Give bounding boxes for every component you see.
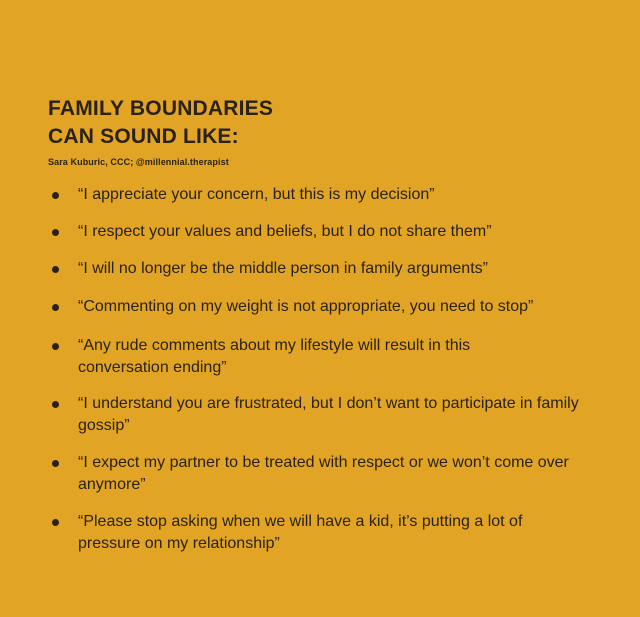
list-item bbox=[52, 452, 617, 496]
list-item-text: “I understand you are frustrated, but I don’t want to participate in family gossip” bbox=[78, 395, 579, 434]
list-item-text: “Commenting on my weight is not appropriate, you need to stop” bbox=[78, 298, 534, 315]
list-item bbox=[52, 258, 622, 280]
bullet-icon bbox=[52, 229, 59, 236]
list-item bbox=[52, 335, 552, 379]
list-item-text: “Any rude comments about my lifestyle will result in this conversation ending” bbox=[78, 337, 471, 376]
author-credit: Sara Kuburic, CCC; @millennial.therapist bbox=[48, 157, 229, 167]
list-item-text: “I respect your values and beliefs, but I do not share them” bbox=[78, 223, 492, 240]
page-title bbox=[48, 95, 273, 151]
list-item-text: “I will no longer be the middle person in family arguments” bbox=[78, 260, 488, 277]
list-item-text: “I expect my partner to be treated with respect or we won’t come over anymore” bbox=[78, 454, 569, 493]
bullet-icon bbox=[52, 343, 59, 350]
bullet-icon bbox=[52, 401, 59, 408]
list-item-text: “Please stop asking when we will have a kid, it’s putting a lot of pressure on my relationship” bbox=[78, 513, 523, 552]
bullet-icon bbox=[52, 266, 59, 273]
list-item-text: “I appreciate your concern, but this is my decision” bbox=[78, 186, 435, 203]
list-item bbox=[52, 393, 597, 437]
bullet-icon bbox=[52, 519, 59, 526]
list-item bbox=[52, 184, 622, 206]
list-item bbox=[52, 296, 622, 318]
bullet-icon bbox=[52, 460, 59, 467]
list-item bbox=[52, 511, 542, 555]
list-item bbox=[52, 221, 622, 243]
title-line-1: FAMILY BOUNDARIES bbox=[48, 97, 274, 120]
bullet-icon bbox=[52, 304, 59, 311]
bullet-icon bbox=[52, 192, 59, 199]
title-line-2: CAN SOUND LIKE: bbox=[48, 125, 239, 148]
